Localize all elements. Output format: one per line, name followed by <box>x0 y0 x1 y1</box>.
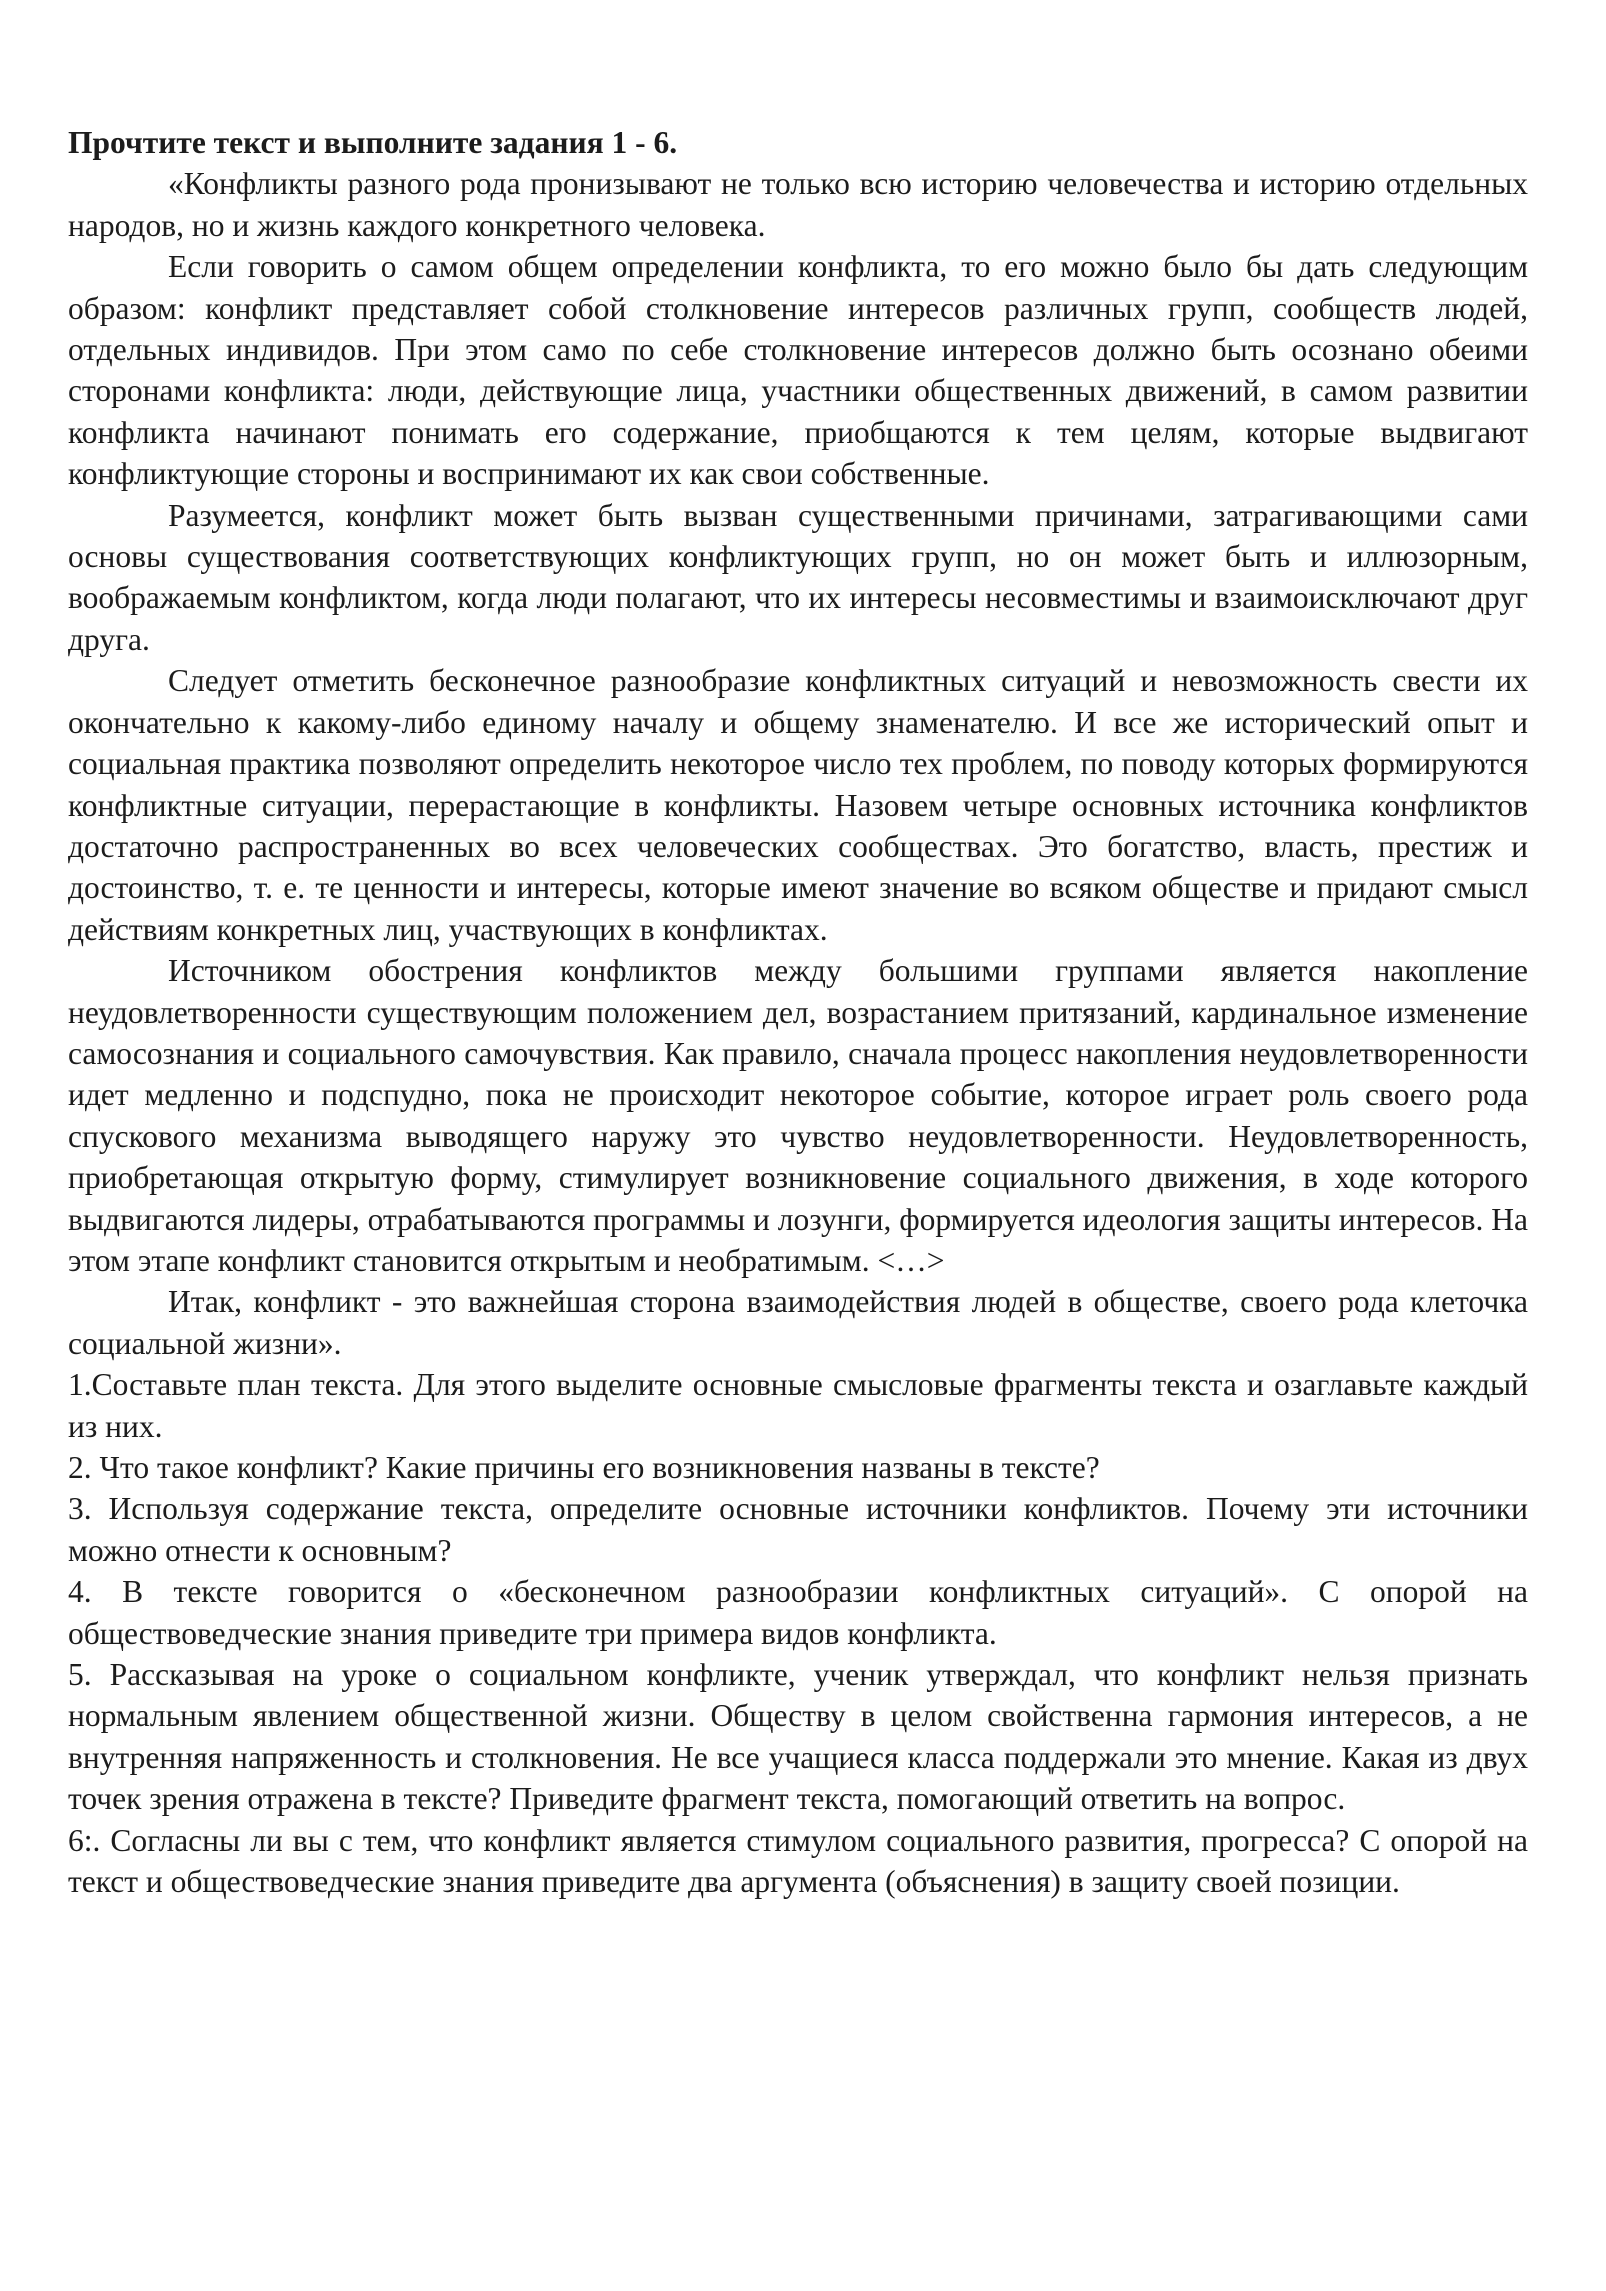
task-1: 1.Составьте план текста. Для этого выделите основные смысловые фрагменты текста и озаглавьте каждый из них. <box>68 1367 1528 1444</box>
task-4: 4. В тексте говорится о «бесконечном разнообразии конфликтных ситуаций». С опорой на обществоведческие знания приведите три примера видов конфликта. <box>68 1574 1528 1651</box>
document-page <box>68 122 1528 1902</box>
text-paragraph-2: Если говорить о самом общем определении конфликта, то его можно было бы дать следующим образом: конфликт представляет собой столкновение интересов различных групп, сообществ людей, отдельных индивидов. При этом само по себе столкновение интересов должно быть осознано обеими сторонами конфликта: люди, действующие лица, участники общественных движений, в самом развитии конфликта начинают понимать его содержание, приобщаются к тем целям, которые выдвигают конфликтующие стороны и воспринимают их как свои собственные. <box>68 249 1528 492</box>
document-heading: Прочтите текст и выполните задания 1 - 6. <box>68 125 678 160</box>
text-paragraph-6: Итак, конфликт - это важнейшая сторона взаимодействия людей в обществе, своего рода клеточка социальной жизни». <box>68 1284 1528 1361</box>
task-3: 3. Используя содержание текста, определите основные источники конфликтов. Почему эти источники можно отнести к основным? <box>68 1491 1528 1568</box>
task-5: 5. Рассказывая на уроке о социальном конфликте, ученик утверждал, что конфликт нельзя признать нормальным явлением общественной жизни. Обществу в целом свойственна гармония интересов, а не внутренняя напряженность и столкновения. Не все учащиеся класса поддержали это мнение. Какая из двух точек зрения отражена в тексте? Приведите фрагмент текста, помогающий ответить на вопрос. <box>68 1657 1528 1817</box>
text-paragraph-3: Разумеется, конфликт может быть вызван существенными причинами, затрагивающими сами основы существования соответствующих конфликтующих групп, но он может быть и иллюзорным, воображаемым конфликтом, когда люди полагают, что их интересы несовместимы и взаимоисключают друг друга. <box>68 497 1528 657</box>
text-paragraph-4: Следует отметить бесконечное разнообразие конфликтных ситуаций и невозможность свести их окончательно к какому-либо единому началу и общему знаменателю. И все же исторический опыт и социальная практика позволяют определить некоторое число тех проблем, по поводу которых формируются конфликтные ситуации, перерастающие в конфликты. Назовем четыре основных источника конфликтов достаточно распространенных во всех человеческих сообществах. Это богатство, власть, престиж и достоинство, т. е. те ценности и интересы, которые имеют значение во всяком обществе и придают смысл действиям конкретных лиц, участвующих в конфликтах. <box>68 663 1528 947</box>
text-paragraph-5: Источником обострения конфликтов между большими группами является накопление неудовлетворенности существующим положением дел, возрастанием притязаний, кардинальное изменение самосознания и социального самочувствия. Как правило, сначала процесс накопления неудовлетворенности идет медленно и подспудно, пока не происходит некоторое событие, которое играет роль своего рода спускового механизма выводящего наружу это чувство неудовлетворенности. Неудовлетворенность, приобретающая открытую форму, стимулирует возникновение социального движения, в ходе которого выдвигаются лидеры, отрабатываются программы и лозунги, формируется идеология защиты интересов. На этом этапе конфликт становится открытым и необратимым. <…> <box>68 953 1528 1278</box>
task-2: 2. Что такое конфликт? Какие причины его возникновения названы в тексте? <box>68 1450 1100 1485</box>
text-paragraph-1: «Конфликты разного рода пронизывают не только всю историю человечества и историю отдельных народов, но и жизнь каждого конкретного человека. <box>68 166 1528 243</box>
task-6: 6:. Согласны ли вы с тем, что конфликт является стимулом социального развития, прогресса? С опорой на текст и обществоведческие знания приведите два аргумента (объяснения) в защиту своей позиции. <box>68 1822 1528 1900</box>
